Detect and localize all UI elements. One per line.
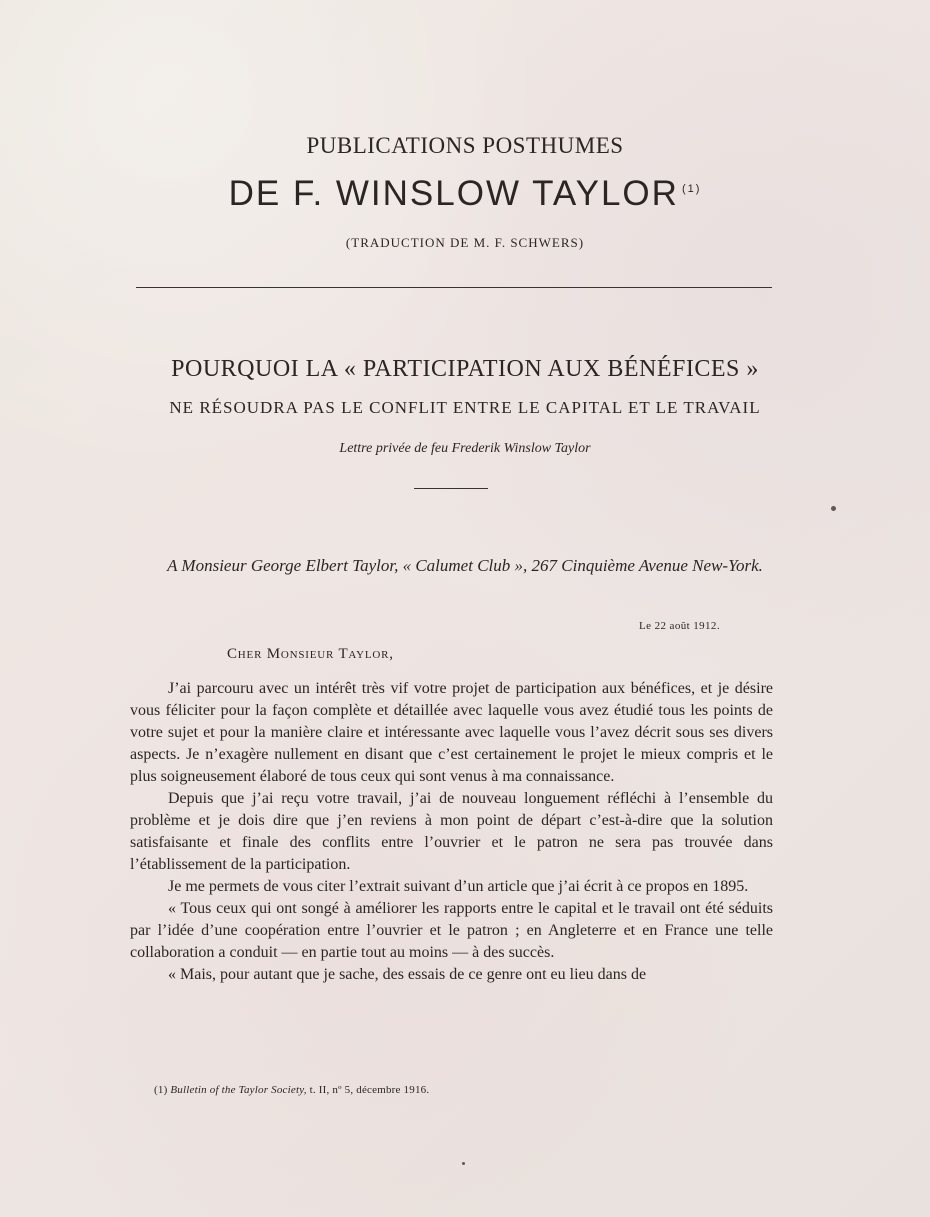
- horizontal-rule-short: [414, 488, 488, 489]
- recipient-address: A Monsieur George Elbert Taylor, « Calumet Club », 267 Cinquième Avenue New-York.: [167, 556, 763, 575]
- footnote-marker-title: (1): [681, 183, 702, 196]
- paper-speck: [462, 1162, 465, 1165]
- translation-line: (TRADUCTION DE M. F. SCHWERS): [345, 235, 585, 250]
- paper-speck: [831, 506, 836, 511]
- section-subtitle: NE RÉSOUDRA PAS LE CONFLIT ENTRE LE CAPITAL ET LE TRAVAIL: [169, 398, 761, 417]
- series-title: PUBLICATIONS POSTHUMES: [306, 133, 624, 158]
- footnote-details: t. II, nº 5, décembre 1916.: [309, 1084, 430, 1096]
- paragraph: « Tous ceux qui ont songé à améliorer les rapports entre le capital et le travail ont été séduits par l’idée d’une coopération entre l’ouvrier et le patron ; en Angleterre et en France une telle collaboration a conduit — en partie tout au moins — à des succès.: [130, 900, 773, 961]
- section-title: POURQUOI LA « PARTICIPATION AUX BÉNÉFICES »: [171, 356, 759, 382]
- paragraph: Je me permets de vous citer l’extrait suivant d’un article que j’ai écrit à ce propos en 1895.: [168, 878, 749, 895]
- footnote-marker: (1): [154, 1084, 168, 1096]
- main-title: [0, 174, 930, 214]
- horizontal-rule-top: [136, 287, 772, 288]
- section-note: Lettre privée de feu Frederik Winslow Taylor: [339, 441, 591, 456]
- author-title: DE F. WINSLOW TAYLOR: [228, 174, 679, 213]
- paragraph: « Mais, pour autant que je sache, des essais de ce genre ont eu lieu dans de: [168, 966, 647, 983]
- footnote-source: Bulletin of the Taylor Society,: [170, 1084, 307, 1096]
- paragraph: J’ai parcouru avec un intérêt très vif votre projet de participation aux bénéfices, et je désire vous féliciter pour la façon complète et détaillée avec laquelle vous avez étudié tous les points de votre sujet et pour la manière claire et intéressante avec laquelle vous l’avez décrit sous ses divers aspects. Je n’exagère nullement en disant que c’est certainement le projet le mieux compris et le plus soigneusement élaboré de tous ceux qui sont venus à ma connaissance.: [130, 680, 773, 785]
- letter-body: [130, 678, 773, 986]
- letter-greeting: Cher Monsieur Taylor,: [227, 646, 394, 662]
- footnote: [154, 1084, 429, 1096]
- paragraph: Depuis que j’ai reçu votre travail, j’ai de nouveau longuement réfléchi à l’ensemble du problème et je dois dire que j’en reviens à mon point de départ c’est-à-dire que la solution satisfaisante et finale des conflits entre l’ouvrier et le patron ne sera pas trouvée dans l’établissement de la participation.: [130, 790, 773, 873]
- letter-date: Le 22 août 1912.: [639, 620, 720, 632]
